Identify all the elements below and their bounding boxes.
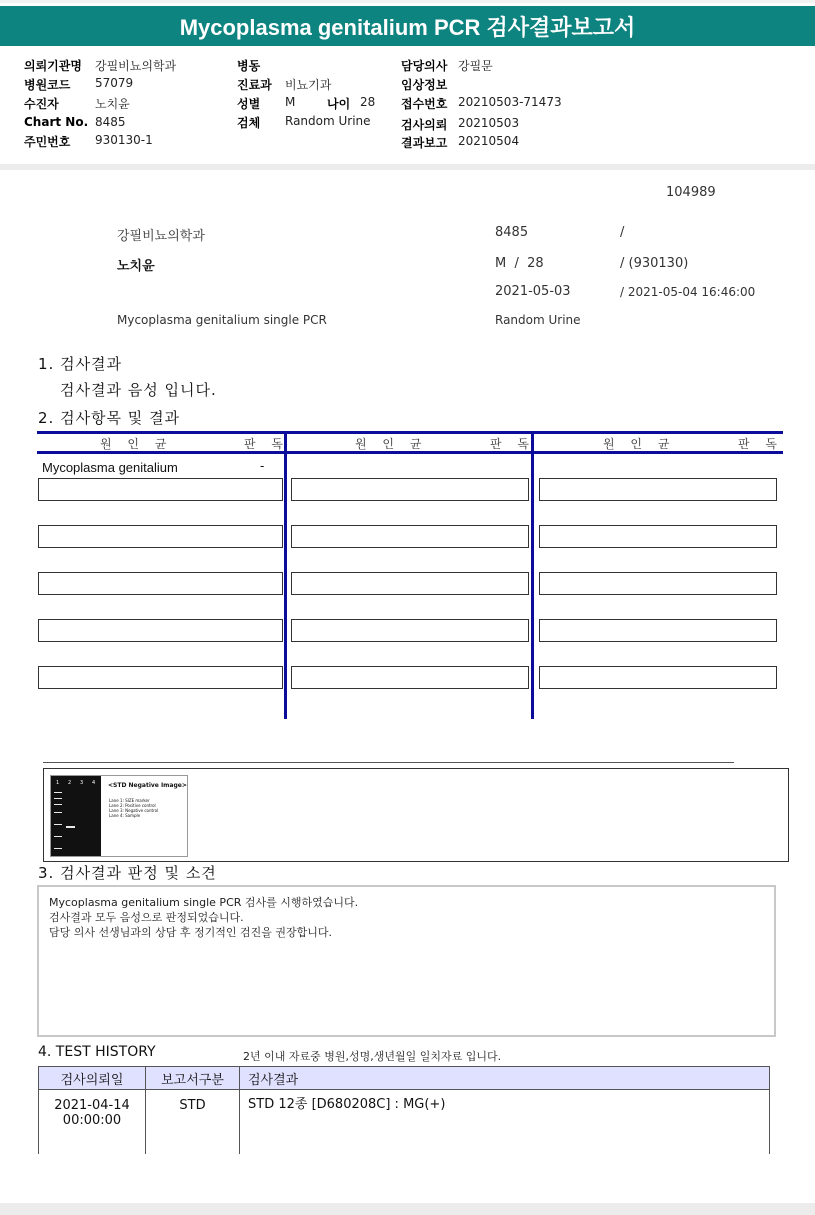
header-value: 57079 — [95, 76, 134, 90]
result-cell — [38, 478, 283, 501]
result-cell — [539, 478, 777, 501]
gel-band — [66, 826, 75, 828]
header-label: 담당의사 — [401, 59, 448, 73]
report-datetime: / 2021-05-04 16:46:00 — [620, 285, 756, 299]
result-cell — [539, 525, 777, 548]
history-col-date: 검사의뢰일 — [39, 1067, 146, 1090]
age-label: 나이 — [327, 97, 351, 111]
conclusion-line: 검사결과 모두 음성으로 판정되었습니다. — [49, 911, 244, 924]
gel-legend-item: Lane 2: Positive control — [109, 803, 156, 808]
test-name: Mycoplasma genitalium single PCR — [117, 313, 327, 327]
header-label: 수진자 — [24, 97, 59, 111]
col-organism-header: 원 인 균 — [100, 437, 173, 451]
table-row — [39, 1090, 770, 1155]
lane-number: 1 — [56, 780, 60, 786]
header-value: 비뇨기과 — [285, 78, 332, 92]
image-top-line — [43, 762, 734, 763]
result-cell — [539, 572, 777, 595]
report-number: 104989 — [666, 185, 716, 200]
header-value: 8485 — [95, 115, 126, 129]
header-label: 의뢰기관명 — [24, 59, 82, 73]
column-divider — [284, 431, 287, 719]
header-value: 20210503 — [458, 116, 520, 130]
result-cell — [291, 572, 529, 595]
gel-band — [54, 824, 62, 825]
header-value: 20210504 — [458, 134, 520, 148]
col-organism-header: 원 인 균 — [355, 437, 428, 451]
header-value: 강필문 — [458, 59, 493, 73]
header-label: Chart No. — [24, 115, 89, 129]
gel-band — [54, 812, 62, 813]
history-table — [38, 1066, 770, 1154]
clinic-name: 강필비뇨의학과 — [117, 229, 205, 244]
chart-number: 8485 — [495, 225, 529, 240]
header-label: 검체 — [237, 116, 261, 130]
specimen: Random Urine — [495, 313, 581, 327]
section1-heading: 1. 검사결과 — [38, 355, 123, 373]
header-separator — [0, 164, 815, 170]
result-cell — [539, 619, 777, 642]
conclusion-line: Mycoplasma genitalium single PCR 검사를 시행하였습니다. — [49, 896, 359, 909]
header-value: M — [285, 95, 296, 109]
header-value: 노치윤 — [95, 97, 130, 111]
lane-number: 3 — [80, 780, 84, 786]
gel-band — [54, 836, 62, 837]
history-time: 00:00:00 — [62, 1113, 122, 1128]
gel-legend-item: Lane 4: Sample — [109, 813, 141, 818]
header-label: 검사의뢰 — [401, 118, 448, 132]
history-header-row — [39, 1067, 770, 1090]
result-cell — [38, 525, 283, 548]
conclusion-line: 담당 의사 선생님과의 상담 후 정기적인 검진을 권장합니다. — [49, 926, 332, 939]
result-cell — [38, 666, 283, 689]
result-cell — [291, 525, 529, 548]
header-value: 20210503-71473 — [458, 95, 562, 109]
organism-name: Mycoplasma genitalium — [42, 460, 178, 475]
col-judgement-header: 판 독 — [738, 437, 783, 451]
history-date: 2021-04-14 — [54, 1098, 130, 1113]
section4-heading: 4. TEST HISTORY — [38, 1044, 156, 1060]
header-value: Random Urine — [285, 114, 371, 128]
sex-age: M / 28 — [495, 256, 544, 271]
lane-number: 4 — [92, 780, 96, 786]
history-col-result: 검사결과 — [240, 1067, 770, 1090]
gel-legend-item: Lane 1: SIZE marker — [109, 798, 150, 803]
section2-heading: 2. 검사항목 및 결과 — [38, 409, 181, 427]
header-label: 진료과 — [237, 78, 272, 92]
col-organism-header: 원 인 균 — [603, 437, 676, 451]
test-result-text: 검사결과 음성 입니다. — [60, 381, 217, 399]
gel-band — [54, 798, 62, 799]
gel-legend-item: Lane 3: Negative control — [109, 808, 159, 813]
header-value: 930130-1 — [95, 133, 153, 147]
header-label: 병원코드 — [24, 78, 71, 92]
age-value: 28 — [360, 95, 376, 109]
footer-band — [0, 1203, 815, 1215]
header-value: 강필비뇨의학과 — [95, 59, 177, 73]
conclusion-box — [37, 885, 776, 1037]
gel-band — [54, 848, 62, 849]
section3-heading: 3. 검사결과 판정 및 소견 — [38, 864, 217, 882]
header-label: 주민번호 — [24, 135, 71, 149]
lane-number: 2 — [68, 780, 72, 786]
col-judgement-header: 판 독 — [244, 437, 289, 451]
gel-band — [54, 804, 62, 805]
col-judgement-header: 판 독 — [490, 437, 535, 451]
history-note: 2년 이내 자료중 병원,성명,생년월일 일치자료 입니다. — [243, 1050, 502, 1063]
result-cell — [38, 619, 283, 642]
history-date-cell — [39, 1090, 146, 1155]
report-title: Mycoplasma genitalium PCR 검사결과보고서 — [0, 6, 815, 46]
header-label: 병동 — [237, 59, 261, 73]
judgement-value: - — [260, 458, 265, 473]
gel-lanes — [51, 776, 101, 856]
gel-title: <STD Negative Image> — [108, 782, 187, 789]
history-col-type: 보고서구분 — [146, 1067, 240, 1090]
history-type: STD — [146, 1090, 240, 1155]
result-cell — [291, 666, 529, 689]
column-divider — [531, 431, 534, 719]
receipt-date: 2021-05-03 — [495, 284, 571, 299]
history-result: STD 12종 [D680208C] : MG(+) — [240, 1090, 770, 1155]
table-top-border — [37, 431, 783, 434]
header-label: 임상정보 — [401, 78, 448, 92]
summary-slash: / — [620, 225, 625, 240]
result-cell — [539, 666, 777, 689]
gel-band — [54, 792, 62, 793]
result-cell — [291, 478, 529, 501]
patient-name: 노치윤 — [117, 259, 155, 274]
header-label: 접수번호 — [401, 97, 448, 111]
result-cell — [38, 572, 283, 595]
result-cell — [291, 619, 529, 642]
top-border — [0, 0, 815, 3]
header-label: 결과보고 — [401, 136, 448, 150]
birth-date: / (930130) — [620, 256, 689, 271]
gel-image — [50, 775, 188, 857]
header-label: 성별 — [237, 97, 261, 111]
